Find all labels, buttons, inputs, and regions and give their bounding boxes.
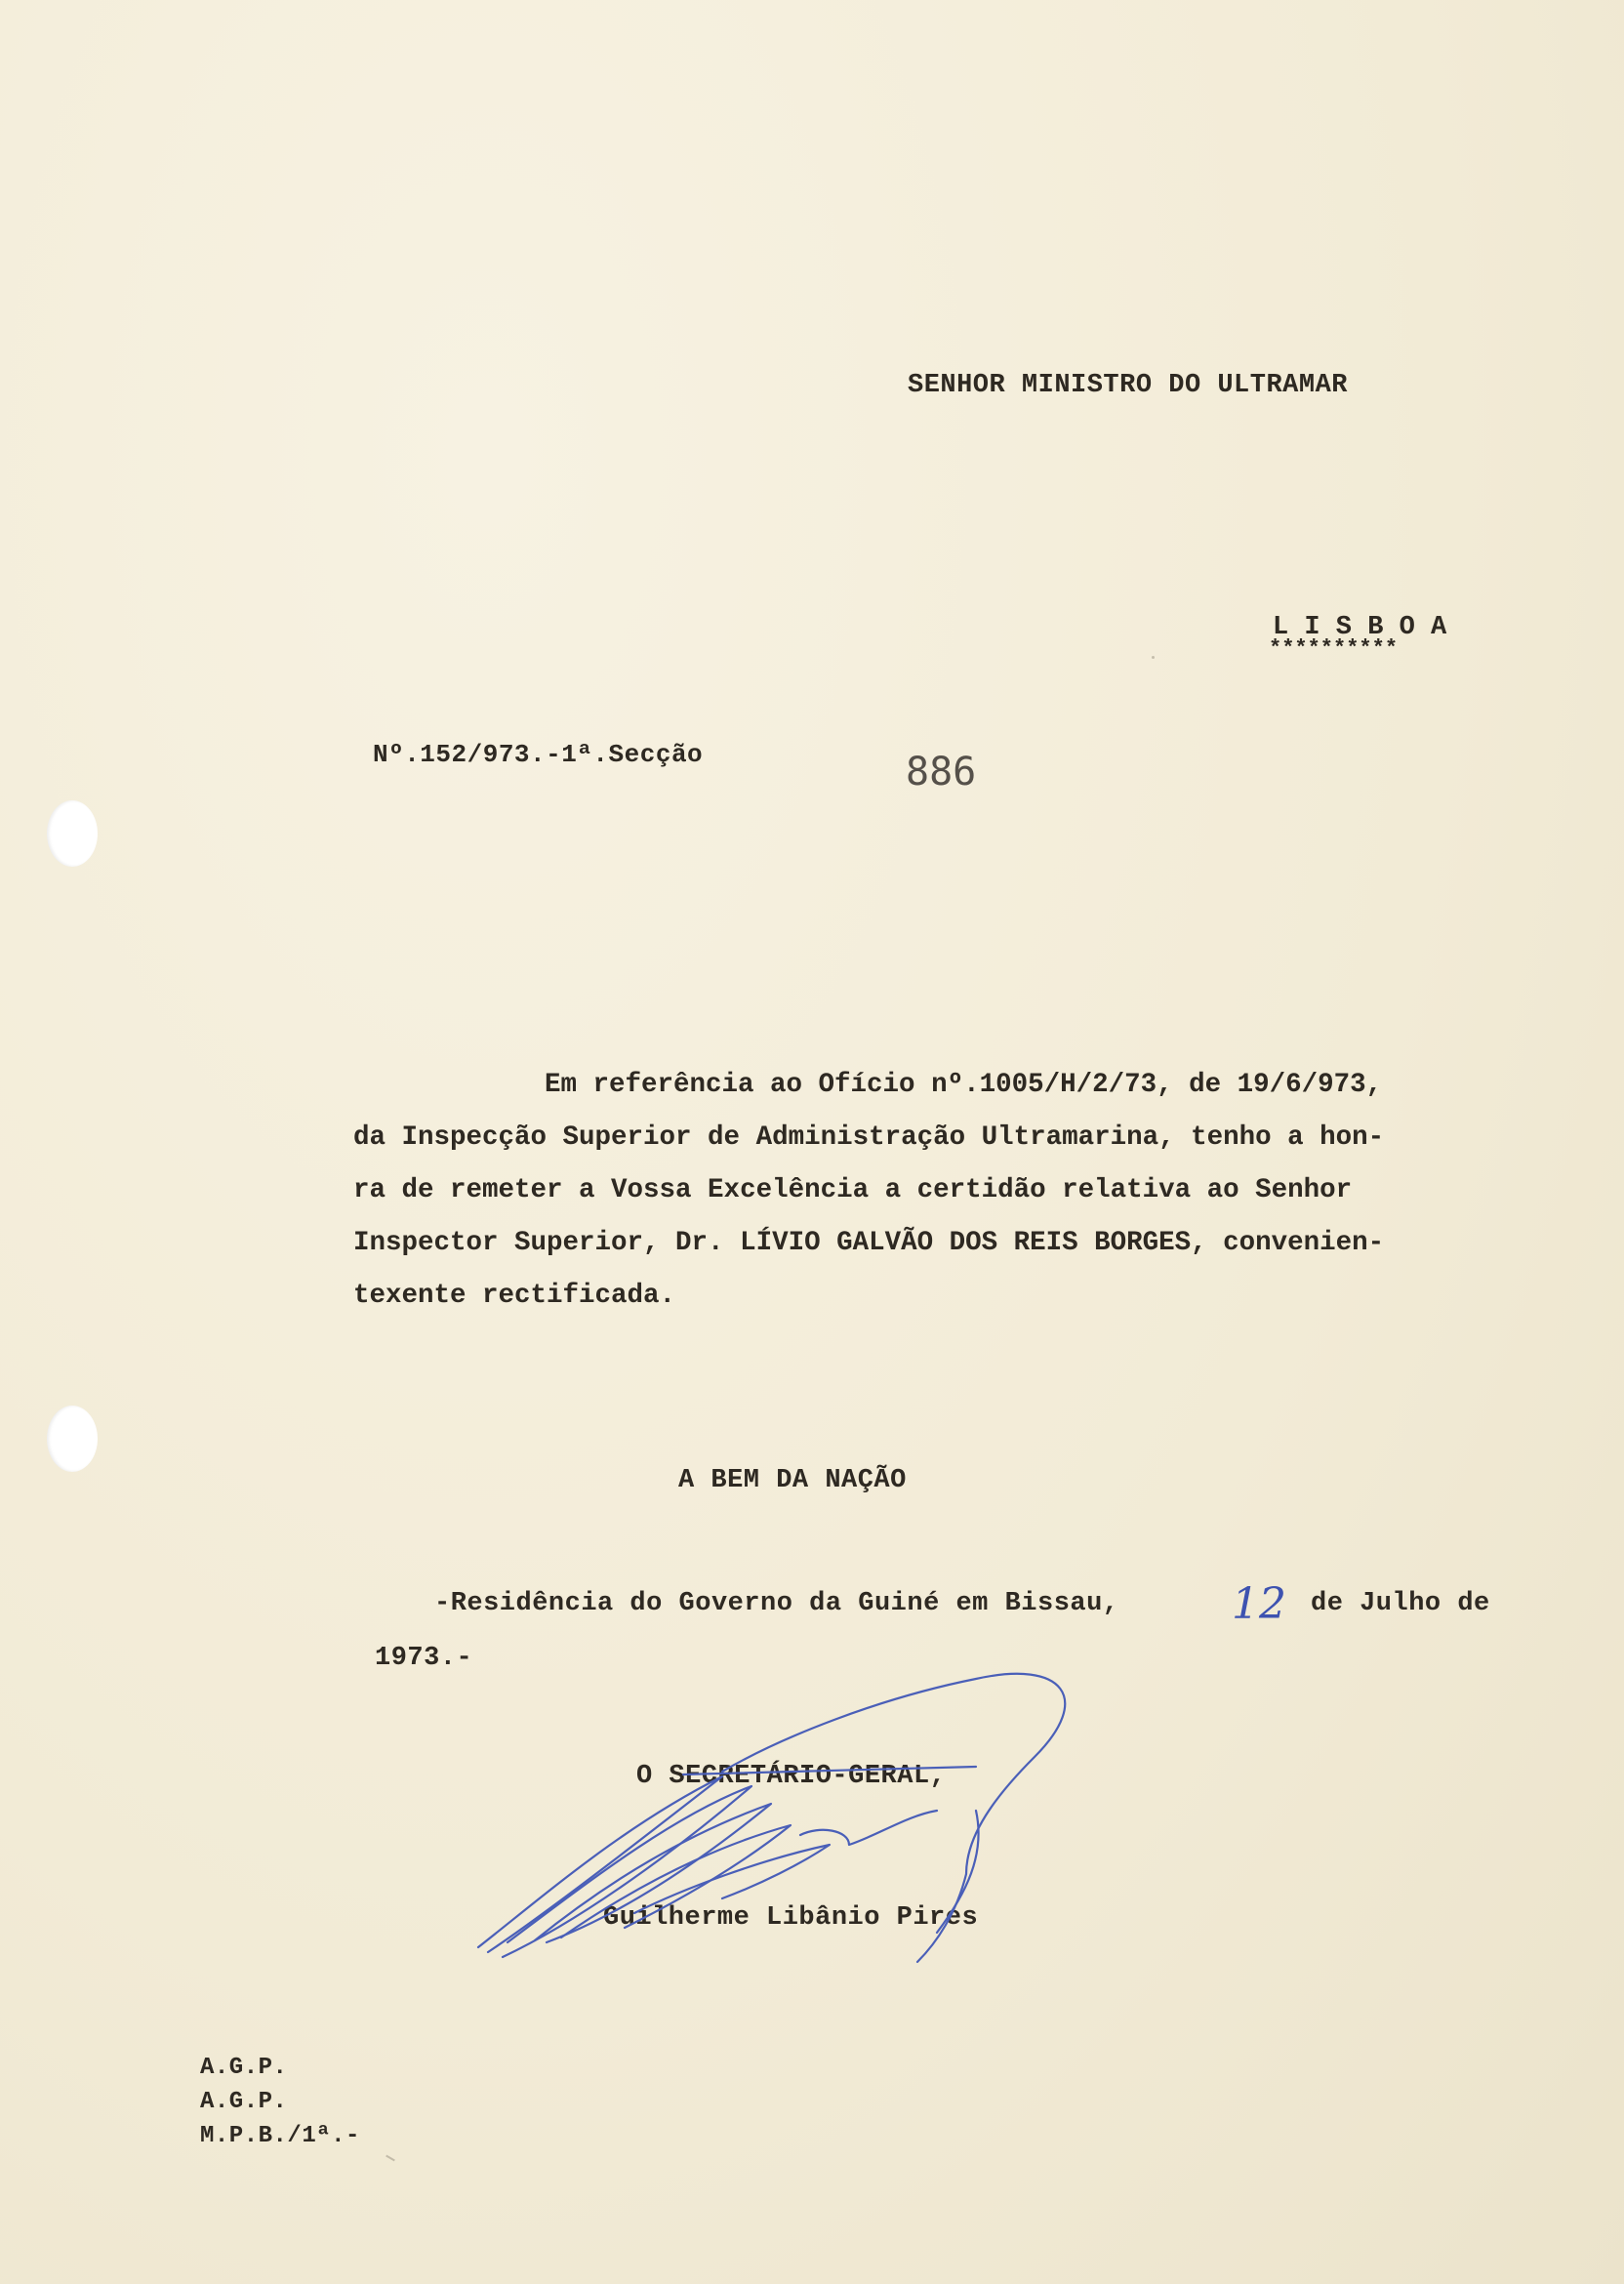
addressee-line: SENHOR MINISTRO DO ULTRAMAR: [908, 371, 1348, 400]
place-line-prefix: -Residência do Governo da Guiné em Bissau,: [434, 1589, 1119, 1618]
signatory-name: Guilherme Libânio Pires: [603, 1903, 979, 1933]
closing-salutation: A BEM DA NAÇÃO: [678, 1466, 907, 1495]
addressee-city: L I S B O A: [1273, 613, 1447, 642]
stray-mark: [1152, 656, 1155, 659]
reference-number: Nº.152/973.-1ª.Secção: [373, 740, 704, 769]
stamped-number: 886: [906, 750, 977, 795]
initials-line: A.G.P.: [200, 2089, 288, 2115]
body-line: da Inspecção Superior de Administração Ultramarina, tenho a hon-: [353, 1122, 1385, 1153]
body-line: texente rectificada.: [353, 1281, 676, 1311]
place-line-suffix: de Julho de: [1311, 1589, 1490, 1618]
body-line: ra de remeter a Vossa Excelência a certidão relativa ao Senhor: [353, 1175, 1353, 1205]
initials-line: M.P.B./1ª.-: [200, 2123, 360, 2149]
initials-line: A.G.P.: [200, 2055, 288, 2081]
addressee-city-underline: **********: [1269, 636, 1399, 661]
date-year: 1973.-: [375, 1644, 473, 1673]
signatory-title: O SECRETÁRIO-GERAL,: [636, 1762, 947, 1791]
body-line: Em referência ao Ofício nº.1005/H/2/73, de 19/6/973,: [545, 1070, 1383, 1100]
body-line: Inspector Superior, Dr. LÍVIO GALVÃO DOS REIS BORGES, convenien-: [353, 1228, 1385, 1258]
handwritten-day: 12: [1232, 1579, 1286, 1629]
